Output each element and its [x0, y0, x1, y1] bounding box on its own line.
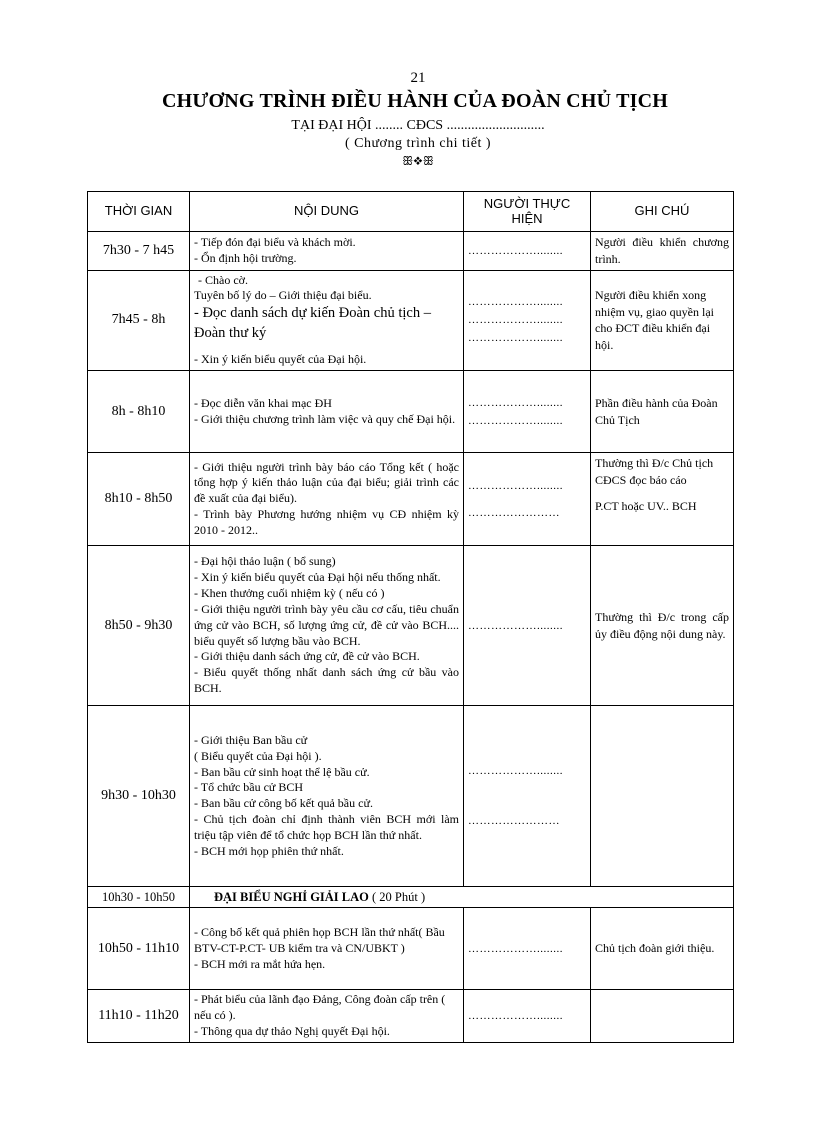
content-line: - Ban bầu cử sinh hoạt thể lệ bầu cử. [194, 764, 370, 779]
column-header-note: GHI CHÚ [591, 192, 734, 232]
schedule-table [87, 191, 734, 1043]
page-subtitle: TẠI ĐẠI HỘI ........ CĐCS ............................ [291, 118, 545, 133]
content-line: ( Biểu quyết của Đại hội ). [194, 748, 322, 763]
content-line: - BCH mới họp phiên thứ nhất. [194, 843, 344, 858]
content-line: - Giới thiệu danh sách ứng cử, đề cử vào BCH. [194, 649, 420, 664]
content-line: - Biểu quyết thống nhất danh sách ứng cử bầu vào BCH. [194, 665, 459, 696]
time-cell: 7h45 - 8h [88, 270, 190, 371]
table-row [88, 371, 734, 453]
person-cell [464, 546, 591, 706]
content-line: - Giới thiệu người trình bày yêu cầu cơ cấu, tiêu chuẩn ứng cử vào BCH, số lượng ứng cử, đề cử vào BCH.... biểu quyết số lượng bầu vào BCH. [194, 601, 459, 648]
note-cell: Người điều khiển xong nhiệm vụ, giao quyền lại cho ĐCT điều khiển đại hội. [591, 270, 734, 371]
time-cell: 7h30 - 7 h45 [88, 232, 190, 271]
content-line: - Công bố kết quả phiên họp BCH lần thứ nhất( Bầu BTV-CT-P.CT- UB kiểm tra và CN/UBKT ) [194, 924, 445, 955]
time-cell: 10h30 - 10h50 [88, 887, 190, 908]
content-cell [190, 270, 464, 371]
content-line: - Giới thiệu Ban bầu cử [194, 732, 308, 747]
table-row [88, 232, 734, 271]
content-cell [190, 706, 464, 887]
person-cell [464, 453, 591, 546]
person-cell [464, 990, 591, 1042]
content-line: - Đọc diễn văn khai mạc ĐH [194, 395, 332, 410]
person-placeholder: ………………........ [468, 1009, 563, 1022]
person-placeholder: ………………........ [468, 332, 563, 345]
content-line: Tuyên bố lý do – Giới thiệu đại biểu. [194, 288, 372, 303]
table-row [88, 706, 734, 887]
content-line: - Ban bầu cử công bố kết quả bầu cử. [194, 796, 373, 811]
person-placeholder: ………………........ [468, 244, 563, 257]
content-line: - Thông qua dự thảo Nghị quyết Đại hội. [194, 1023, 390, 1038]
person-placeholder: ………………........ [468, 942, 563, 955]
person-placeholder: ………………........ [468, 396, 563, 409]
time-cell: 11h10 - 11h20 [88, 990, 190, 1042]
break-duration: ( 20 Phút ) [372, 890, 426, 905]
table-row [88, 453, 734, 546]
note-cell: Thường thì Đ/c trong cấp ủy điều động nội dung này. [591, 546, 734, 706]
person-placeholder: ………………........ [468, 314, 563, 327]
content-line: - Giới thiệu chương trình làm việc và quy chế Đại hội. [194, 411, 456, 426]
content-line: - Tiếp đón đại biểu và khách mời. [194, 234, 356, 249]
spacer [194, 343, 459, 352]
ornament-icon: ꕥ❖ꕥ [402, 154, 434, 168]
content-line: - Xin ý kiến biểu quyết của Đại hội. [194, 352, 367, 367]
page-number: 21 [410, 70, 426, 86]
table-row [88, 546, 734, 706]
page-subnote: ( Chương trình chi tiết ) [344, 136, 492, 151]
table-row [88, 908, 734, 990]
person-placeholder: ………………........ [468, 296, 563, 309]
page-title: CHƯƠNG TRÌNH ĐIỀU HÀNH CỦA ĐOÀN CHỦ TỊCH [161, 90, 668, 112]
note-cell [591, 706, 734, 887]
content-line: - Xin ý kiến biểu quyết của Đại hội nếu thống nhất. [194, 570, 441, 585]
spacer [468, 495, 586, 504]
content-cell [190, 990, 464, 1042]
content-line: - Phát biểu của lãnh đạo Đảng, Công đoàn cấp trên ( nếu có ). [194, 992, 446, 1023]
table-header-row [88, 192, 734, 232]
column-header-time: THỜI GIAN [88, 192, 190, 232]
content-cell [190, 908, 464, 990]
content-cell [190, 371, 464, 453]
note-cell [591, 990, 734, 1042]
time-cell: 8h50 - 9h30 [88, 546, 190, 706]
spacer [468, 796, 586, 812]
person-placeholder: ………………........ [468, 619, 563, 632]
content-cell [190, 546, 464, 706]
content-cell [190, 232, 464, 271]
content-cell [190, 453, 464, 546]
content-line: - Giới thiệu người trình bày báo cáo Tổng kết ( hoặc tổng hợp ý kiến thảo luận của đại biểu; giải trình các đề xuất của đại biểu). [194, 459, 459, 506]
person-cell [464, 706, 591, 887]
person-placeholder: ………………........ [468, 479, 563, 492]
time-cell: 8h - 8h10 [88, 371, 190, 453]
person-placeholder: …………………… [468, 815, 560, 828]
content-line: - Chào cờ. [198, 272, 248, 287]
table-row [88, 990, 734, 1042]
content-line: - Tổ chức bầu cử BCH [194, 780, 304, 795]
spacer [468, 780, 586, 796]
content-line: - Trình bày Phương hướng nhiệm vụ CĐ nhiệm kỳ 2010 - 2012.. [194, 507, 459, 537]
note-line: P.CT hoặc UV.. BCH [595, 498, 697, 513]
note-line: Thường thì Đ/c Chủ tịch CĐCS đọc báo cáo [595, 456, 714, 487]
content-line: - BCH mới ra mắt hứa hẹn. [194, 956, 326, 971]
time-cell: 10h50 - 11h10 [88, 908, 190, 990]
person-placeholder: ………………........ [468, 414, 563, 427]
content-line: - Đại hội thảo luận ( bổ sung) [194, 554, 336, 569]
note-cell [591, 453, 734, 546]
content-line: - Chủ tịch đoàn chỉ định thành viên BCH mới làm triệu tập viên để tổ chức họp BCH lần thứ nhất. [194, 812, 459, 842]
content-line: - Đọc danh sách dự kiến Đoàn chủ tịch – Đoàn thư ký [194, 305, 431, 341]
person-cell [464, 371, 591, 453]
time-cell: 9h30 - 10h30 [88, 706, 190, 887]
note-cell: Chủ tịch đoàn giới thiệu. [591, 908, 734, 990]
person-cell [464, 270, 591, 371]
note-cell: Người điều khiển chương trình. [591, 232, 734, 271]
column-header-person: NGƯỜI THỰC HIỆN [464, 192, 591, 232]
break-label: ĐẠI BIỂU NGHỈ GIẢI LAO [214, 890, 369, 905]
content-line: - Khen thưởng cuối nhiệm kỳ ( nếu có ) [194, 586, 385, 601]
content-line: - Ổn định hội trường. [194, 250, 297, 265]
break-row [88, 887, 734, 908]
person-cell [464, 908, 591, 990]
person-placeholder: ………………........ [468, 765, 563, 778]
break-cell [190, 887, 734, 908]
time-cell: 8h10 - 8h50 [88, 453, 190, 546]
column-header-content: NỘI DUNG [190, 192, 464, 232]
person-cell [464, 232, 591, 271]
person-placeholder: …………………… [468, 506, 560, 519]
spacer [595, 489, 729, 498]
table-row [88, 270, 734, 371]
note-cell: Phần điều hành của Đoàn Chủ Tịch [591, 371, 734, 453]
